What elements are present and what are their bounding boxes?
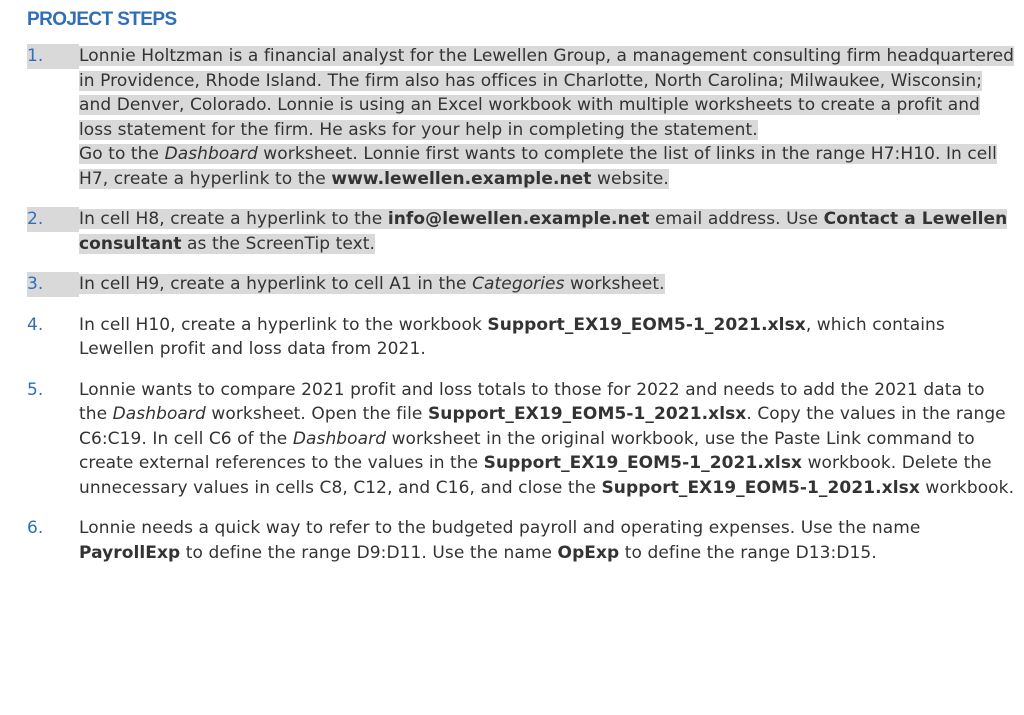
step-text	[79, 44, 1017, 191]
paragraph-text	[79, 46, 1014, 140]
step-item	[27, 516, 1017, 565]
bold-text: PayrollExp	[79, 542, 181, 563]
italic-text: Dashboard	[292, 428, 387, 449]
paragraph-text	[79, 144, 997, 189]
step-paragraph	[79, 378, 1017, 501]
step-item	[27, 44, 1017, 191]
steps-list	[27, 44, 1017, 581]
text-run: In cell H9, create a hyperlink to cell A1 in the	[79, 274, 473, 294]
section-heading: PROJECT STEPS	[27, 9, 177, 30]
step-item	[27, 378, 1017, 501]
text-run: , which contains Lewellen profit and loss data from 2021.	[79, 314, 945, 359]
bold-text: OpExp	[557, 542, 620, 563]
step-paragraph	[79, 272, 1017, 297]
step-number: 2.	[27, 207, 79, 232]
text-run: as the ScreenTip text.	[181, 233, 375, 254]
step-number: 6.	[27, 518, 44, 538]
step-paragraph	[79, 44, 1017, 142]
text-run: workbook. Delete the unnecessary values in cells C8, C12, and C16, and close the	[79, 453, 992, 498]
bold-text: www.lewellen.example.net	[331, 168, 592, 189]
step-paragraph	[79, 516, 1017, 565]
paragraph-text	[79, 209, 1007, 254]
step-text	[79, 313, 1017, 362]
bold-text: Support_EX19_EOM5-1_2021.xlsx	[427, 404, 747, 424]
text-run: Go to the	[79, 144, 165, 164]
bold-text: Contact a Lewellen consultant	[79, 209, 1008, 254]
step-number: 5.	[27, 379, 44, 400]
text-run: to define the range D9:D11. Use the name	[180, 542, 558, 563]
paragraph-text	[79, 315, 945, 360]
step-number: 3.	[27, 272, 79, 297]
text-run: workbook.	[919, 477, 1015, 498]
step-number: 1.	[27, 44, 79, 69]
text-run: website.	[591, 168, 669, 189]
text-run: Lonnie wants to compare 2021 profit and loss totals to those for 2022 and needs to add the 2021 data to the	[79, 379, 985, 424]
paragraph-text	[79, 274, 665, 294]
step-text	[79, 272, 1017, 297]
italic-text: Dashboard	[164, 144, 258, 164]
step-text	[79, 207, 1017, 256]
text-run: Lonnie Holtzman is a financial analyst for the Lewellen Group, a management consulting firm headquartered in Providence, Rhode Island. The firm also has offices in Charlotte, North Carolina; Milwaukee, Wisconsin; and Denver, Colorado. Lonnie is using an Excel workbook with multiple worksheets to create a profit and loss statement for the firm. He asks for your help in completing the statement.	[79, 46, 1014, 140]
bold-text: Support_EX19_EOM5-1_2021.xlsx	[487, 314, 806, 335]
step-number: 4.	[27, 314, 44, 335]
paragraph-text	[79, 518, 920, 563]
text-run: Lonnie needs a quick way to refer to the budgeted payroll and operating expenses. Use the name	[79, 518, 921, 538]
step-item	[27, 207, 1017, 256]
step-paragraph	[79, 313, 1017, 362]
step-paragraph	[79, 207, 1017, 256]
step-paragraph	[79, 142, 1017, 191]
text-run: worksheet. Lonnie first wants to complete the list of links in the range H7:H10. In cell H7, create a hyperlink to the	[79, 144, 997, 189]
text-run: email address. Use	[649, 209, 824, 229]
text-run: . Copy the values in the range C6:C19. In cell C6 of the	[79, 404, 1006, 449]
text-run: worksheet.	[564, 274, 665, 294]
bold-text: Support_EX19_EOM5-1_2021.xlsx	[483, 453, 803, 473]
paragraph-text	[79, 380, 1014, 498]
step-item	[27, 313, 1017, 362]
text-run: to define the range D13:D15.	[619, 542, 877, 563]
italic-text: Categories	[472, 274, 565, 294]
step-text	[79, 378, 1017, 501]
bold-text: Support_EX19_EOM5-1_2021.xlsx	[601, 477, 920, 498]
text-run: In cell H10, create a hyperlink to the workbook	[79, 314, 488, 335]
text-run: In cell H8, create a hyperlink to the	[79, 209, 388, 229]
step-text	[79, 516, 1017, 565]
text-run: worksheet in the original workbook, use the Paste Link command to create external references to the values in the	[79, 428, 975, 473]
bold-text: info@lewellen.example.net	[387, 209, 650, 229]
italic-text: Dashboard	[112, 404, 206, 424]
step-item	[27, 272, 1017, 297]
text-run: worksheet. Open the file	[205, 404, 428, 424]
